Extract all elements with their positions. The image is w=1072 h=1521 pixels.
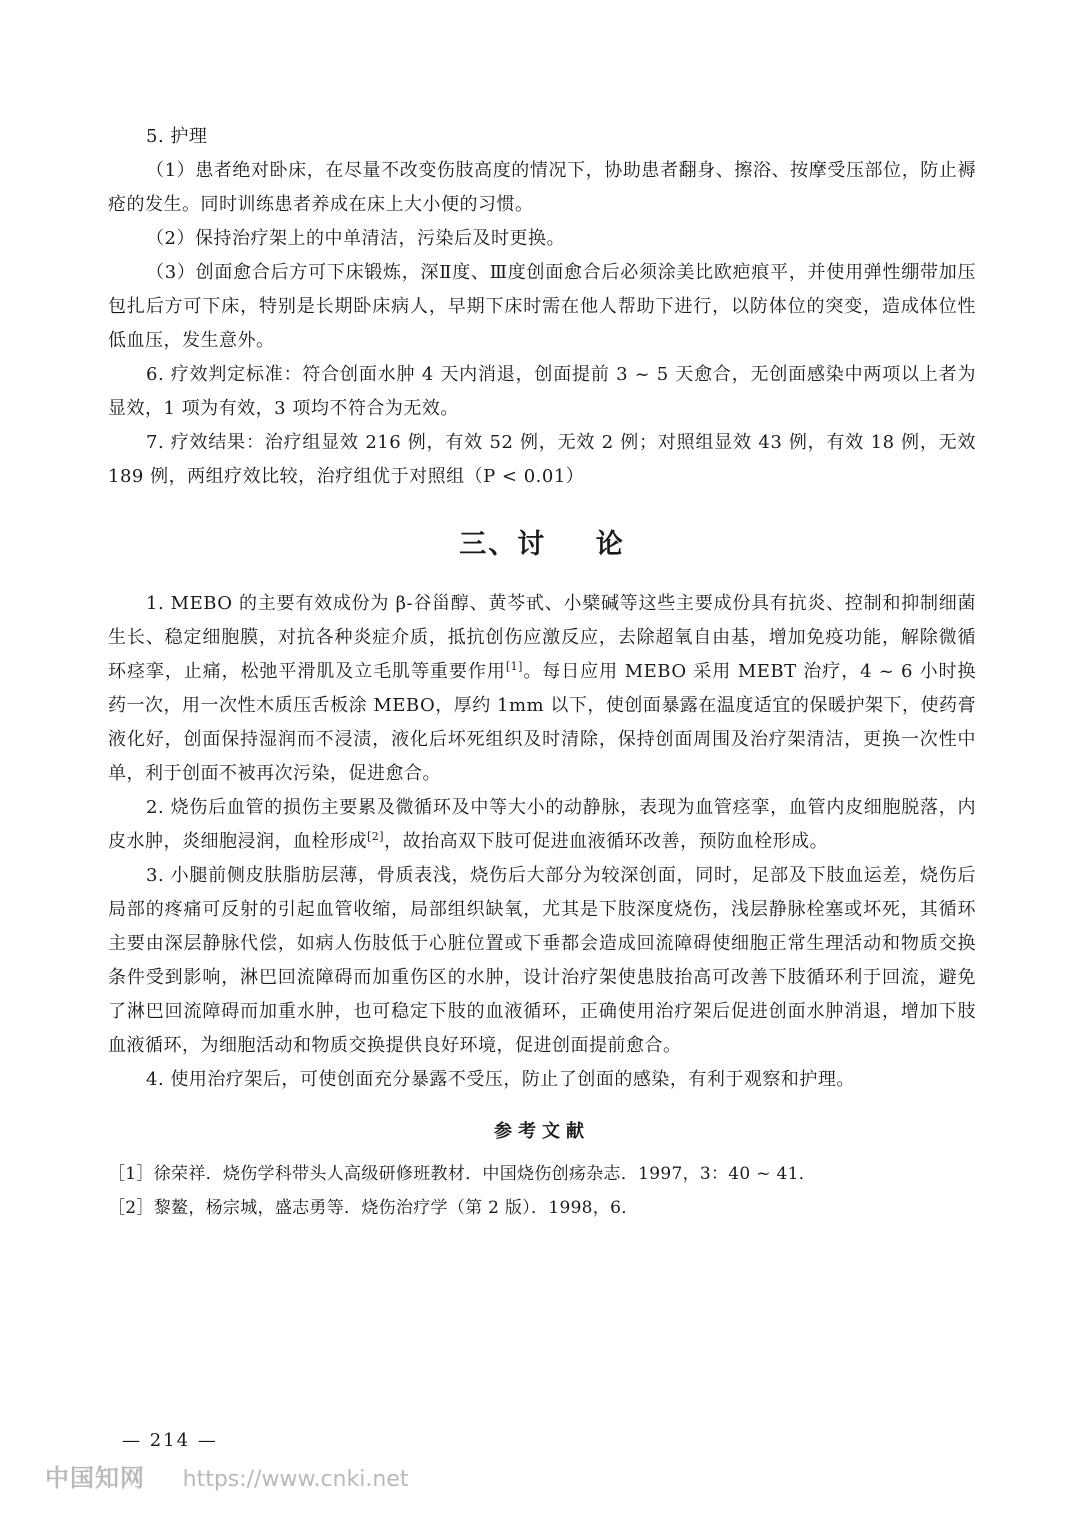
discussion-paragraph-1 — [108, 587, 976, 791]
discussion-p2-text-a: 2. 烧伤后血管的损伤主要累及微循环及中等大小的动静脉，表现为血管痉挛，血管内皮细胞脱落，内皮水肿，炎细胞浸润，血栓形成 — [108, 797, 976, 852]
discussion-paragraph-3: 3. 小腿前侧皮肤脂肪层薄，骨质表浅，烧伤后大部分为较深创面，同时，足部及下肢血运差，烧伤后局部的疼痛可反射的引起血管收缩，局部组织缺氧，尤其是下肢深度烧伤，浅层静脉栓塞或坏死，其循环主要由深层静脉代偿，如病人伤肢低于心脏位置或下垂都会造成回流障碍使细胞正常生理活动和物质交换条件受到影响，淋巴回流障碍而加重伤区的水肿，设计治疗架使患肢抬高可改善下肢循环利于回流，避免了淋巴回流障碍而加重水肿，也可稳定下肢的血液循环，正确使用治疗架后促进创面水肿消退，增加下肢血液循环，为细胞活动和物质交换提供良好环境，促进创面提前愈合。 — [108, 865, 976, 1056]
discussion-p2-text-b: ，故抬高双下肢可促进血液循环改善，预防血栓形成。 — [384, 831, 829, 852]
watermark-logo: 中国知网 — [45, 1464, 145, 1492]
cnki-watermark — [45, 1458, 408, 1493]
discussion-p1-text-b: 。每日应用 MEBO 采用 MEBT 治疗，4 ~ 6 小时换药一次，用一次性木质压舌板涂 MEBO，厚约 1mm 以下，使创面暴露在温度适宜的保暖护架下，使药膏液化好，创面保持湿润而不浸渍，液化后坏死组织及时清除，保持创面周围及治疗架清洁，更换一次性中单，利于创面不被再次污染，促进愈合。 — [108, 661, 976, 784]
nursing-item-2: （2）保持治疗架上的中单清洁，污染后及时更换。 — [146, 228, 565, 249]
watermark-url: https://www.cnki.net — [182, 1467, 409, 1492]
reference-item-1: ［1］徐荣祥．烧伤学科带头人高级研修班教材．中国烧伤创疡杂志．1997，3：40 ~ 41． — [108, 1164, 817, 1184]
citation-ref-1: [1] — [505, 660, 523, 673]
discussion-p1-text-a: 1. MEBO 的主要有效成份为 β-谷甾醇、黄芩甙、小檗碱等这些主要成份具有抗炎、控制和抑制细菌生长、稳定细胞膜，对抗各种炎症介质，抵抗创伤应激反应，去除超氧自由基，增加免疫功能，解除微循环痉挛，止痛，松弛平滑肌及立毛肌等重要作用 — [108, 593, 976, 682]
efficacy-results: 7. 疗效结果：治疗组显效 216 例，有效 52 例，无效 2 例；对照组显效 43 例，有效 18 例，无效 189 例，两组疗效比较，治疗组优于对照组（P < 0.01） — [108, 432, 976, 487]
references-heading: 参考文献 — [494, 1121, 590, 1142]
nursing-item-1: （1）患者绝对卧床，在尽量不改变伤肢高度的情况下，协助患者翻身、擦浴、按摩受压部位，防止褥疮的发生。同时训练患者养成在床上大小便的习惯。 — [108, 160, 976, 215]
reference-item-2: ［2］黎鳌，杨宗城，盛志勇等．烧伤治疗学（第 2 版）．1998，6． — [108, 1198, 639, 1218]
nursing-item-3: （3）创面愈合后方可下床锻炼，深Ⅱ度、Ⅲ度创面愈合后必须涂美比欧疤痕平，并使用弹性绷带加压包扎后方可下床，特别是长期卧床病人，早期下床时需在他人帮助下进行，以防体位的突变，造成体位性低血压，发生意外。 — [108, 262, 976, 351]
discussion-heading: 三、讨 论 — [459, 529, 625, 560]
citation-ref-2: [2] — [367, 830, 385, 843]
discussion-paragraph-4: 4. 使用治疗架后，可使创面充分暴露不受压，防止了创面的感染，有利于观察和护理。 — [146, 1069, 855, 1090]
page-number: — 214 — — [122, 1430, 218, 1451]
nursing-heading: 5. 护理 — [146, 126, 208, 147]
discussion-paragraph-2 — [108, 791, 976, 859]
page-content — [108, 120, 976, 1225]
efficacy-criteria: 6. 疗效判定标准：符合创面水肿 4 天内消退，创面提前 3 ~ 5 天愈合，无创面感染中两项以上者为显效，1 项为有效，3 项均不符合为无效。 — [108, 364, 976, 419]
